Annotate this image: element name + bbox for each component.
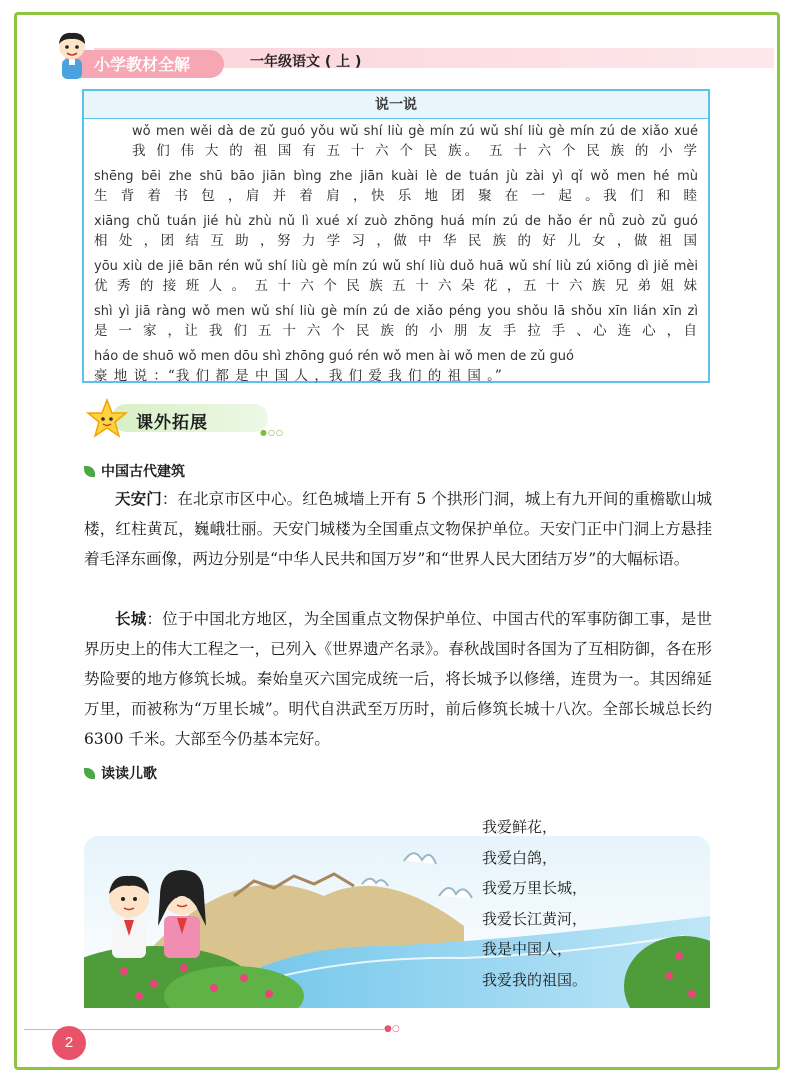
children-greatwall-illustration xyxy=(84,836,710,1008)
star-mascot-icon xyxy=(84,398,130,440)
hanzi-line: 生 背 着 书 包 ，肩 并 着 肩 ，快 乐 地 团 聚 在 一 起 。我 们 和 睦 xyxy=(94,188,698,204)
text-line xyxy=(94,258,698,296)
hanzi-line: 相 处 ，团 结 互 助 ，努 力 学 习 ，做 中 华 民 族 的 好 儿 女 ，做 祖 国 xyxy=(94,233,698,249)
brand-title: 小学教材全解 xyxy=(94,55,191,74)
speak-box-body xyxy=(84,119,708,386)
text-line xyxy=(94,168,698,206)
pinyin-line: wǒ men wěi dà de zǔ guó yǒu wǔ shí liù gè mín zú wǔ shí liù gè mín zú de xiǎo xué xyxy=(132,124,698,139)
hanzi-line: 豪 地 说 ：“我 们 都 是 中 国 人 ，我 们 爱 我 们 的 祖 国 。” xyxy=(94,368,503,384)
poem-line: 我爱白鸽， xyxy=(482,848,558,867)
boy-mascot-icon xyxy=(52,30,92,82)
page-number: 2 xyxy=(52,1026,86,1060)
decorative-dots: ●○○ xyxy=(260,428,284,437)
poem-line: 我爱长江黄河， xyxy=(482,909,588,928)
pinyin-line: shì yì jiā ràng wǒ men wǔ shí liù gè mín zú de xiǎo péng you shǒu lā shǒu xīn lián xīn zì xyxy=(94,304,698,319)
poem-line: 我爱我的祖国。 xyxy=(482,970,588,989)
greatwall-text: ：位于中国北方地区，为全国重点文物保护单位、中国古代的军事防御工事，是世界历史上的伟大工程之一，已列入《世界遗产名录》。春秋战国时各国为了互相防御，各在形势险要的地方修筑长城。秦始皇灭六国完成统一后，将长城予以修缮，连贯为一。其因绵延万里，而被称为“万里长城”。明代自洪武至万历时，前后修筑长城十八次。全部长城总长约 6300 千米。大部至今仍基本完好。 xyxy=(84,610,712,748)
term-tiananmen: 天安门 xyxy=(115,490,162,508)
text-line xyxy=(94,303,698,341)
extension-title: 课外拓展 xyxy=(136,413,208,433)
page-header xyxy=(24,30,774,82)
pinyin-line: yōu xiù de jiē bān rén wǔ shí liù gè mín zú wǔ shí liù duǒ huā wǔ shí liù zú xiōng dì jiě mèi xyxy=(94,259,698,274)
text-line xyxy=(94,348,698,386)
pinyin-line: háo de shuō wǒ men dōu shì zhōng guó rén wǒ men ài wǒ men de zǔ guó xyxy=(94,349,574,364)
tiananmen-paragraph xyxy=(84,484,712,574)
speak-box-title: 说一说 xyxy=(84,91,708,119)
text-line xyxy=(94,213,698,251)
speak-box xyxy=(82,89,710,383)
pinyin-line: xiāng chǔ tuán jié hù zhù nǔ lì xué xí zuò zhōng huá mín zú de hǎo ér nǚ zuò zǔ guó xyxy=(94,214,698,229)
hanzi-line: 优 秀 的 接 班 人 。 五 十 六 个 民 族 五 十 六 朵 花 ，五 十 六 族 兄 弟 姐 妹 xyxy=(94,278,698,294)
section-heading-text: 中国古代建筑 xyxy=(101,464,185,480)
footer-dots: ●○ xyxy=(384,1024,400,1034)
poem-line: 我爱鲜花， xyxy=(482,818,558,836)
pinyin-line: shēng bēi zhe shū bāo jiān bìng zhe jiān kuài lè de tuán jù zài yì qǐ wǒ men hé mù xyxy=(94,169,698,184)
grade-title: 一年级语文 ( 上 ) xyxy=(250,54,362,70)
term-greatwall: 长城 xyxy=(115,610,147,628)
section-heading-architecture xyxy=(84,461,185,481)
greatwall-paragraph xyxy=(84,604,712,754)
text-line xyxy=(94,123,698,161)
poem-line: 我爱万里长城， xyxy=(482,879,588,897)
extension-badge xyxy=(84,398,284,440)
section-heading-rhyme xyxy=(84,763,157,783)
hanzi-line: 是 一 家 ，让 我 们 五 十 六 个 民 族 的 小 朋 友 手 拉 手 、心 连 心 ，自 xyxy=(94,323,698,339)
poem xyxy=(482,812,587,995)
hanzi-line: 我 们 伟 大 的 祖 国 有 五 十 六 个 民 族。 五 十 六 个 民 族 的 小 学 xyxy=(132,143,698,159)
tiananmen-text: ：在北京市区中心。红色城墙上开有 5 个拱形门洞，城上有九开间的重檐歇山城楼，红柱黄瓦，巍峨壮丽。天安门城楼为全国重点文物保护单位。天安门正中门洞上方悬挂着毛泽东画像，两边分别是“中华人民共和国万岁”和“世界人民大团结万岁”的大幅标语。 xyxy=(84,490,712,568)
poem-line: 我是中国人， xyxy=(482,940,573,958)
leaf-icon xyxy=(84,768,95,779)
leaf-icon xyxy=(84,466,95,477)
section-heading-text: 读读儿歌 xyxy=(101,766,157,782)
